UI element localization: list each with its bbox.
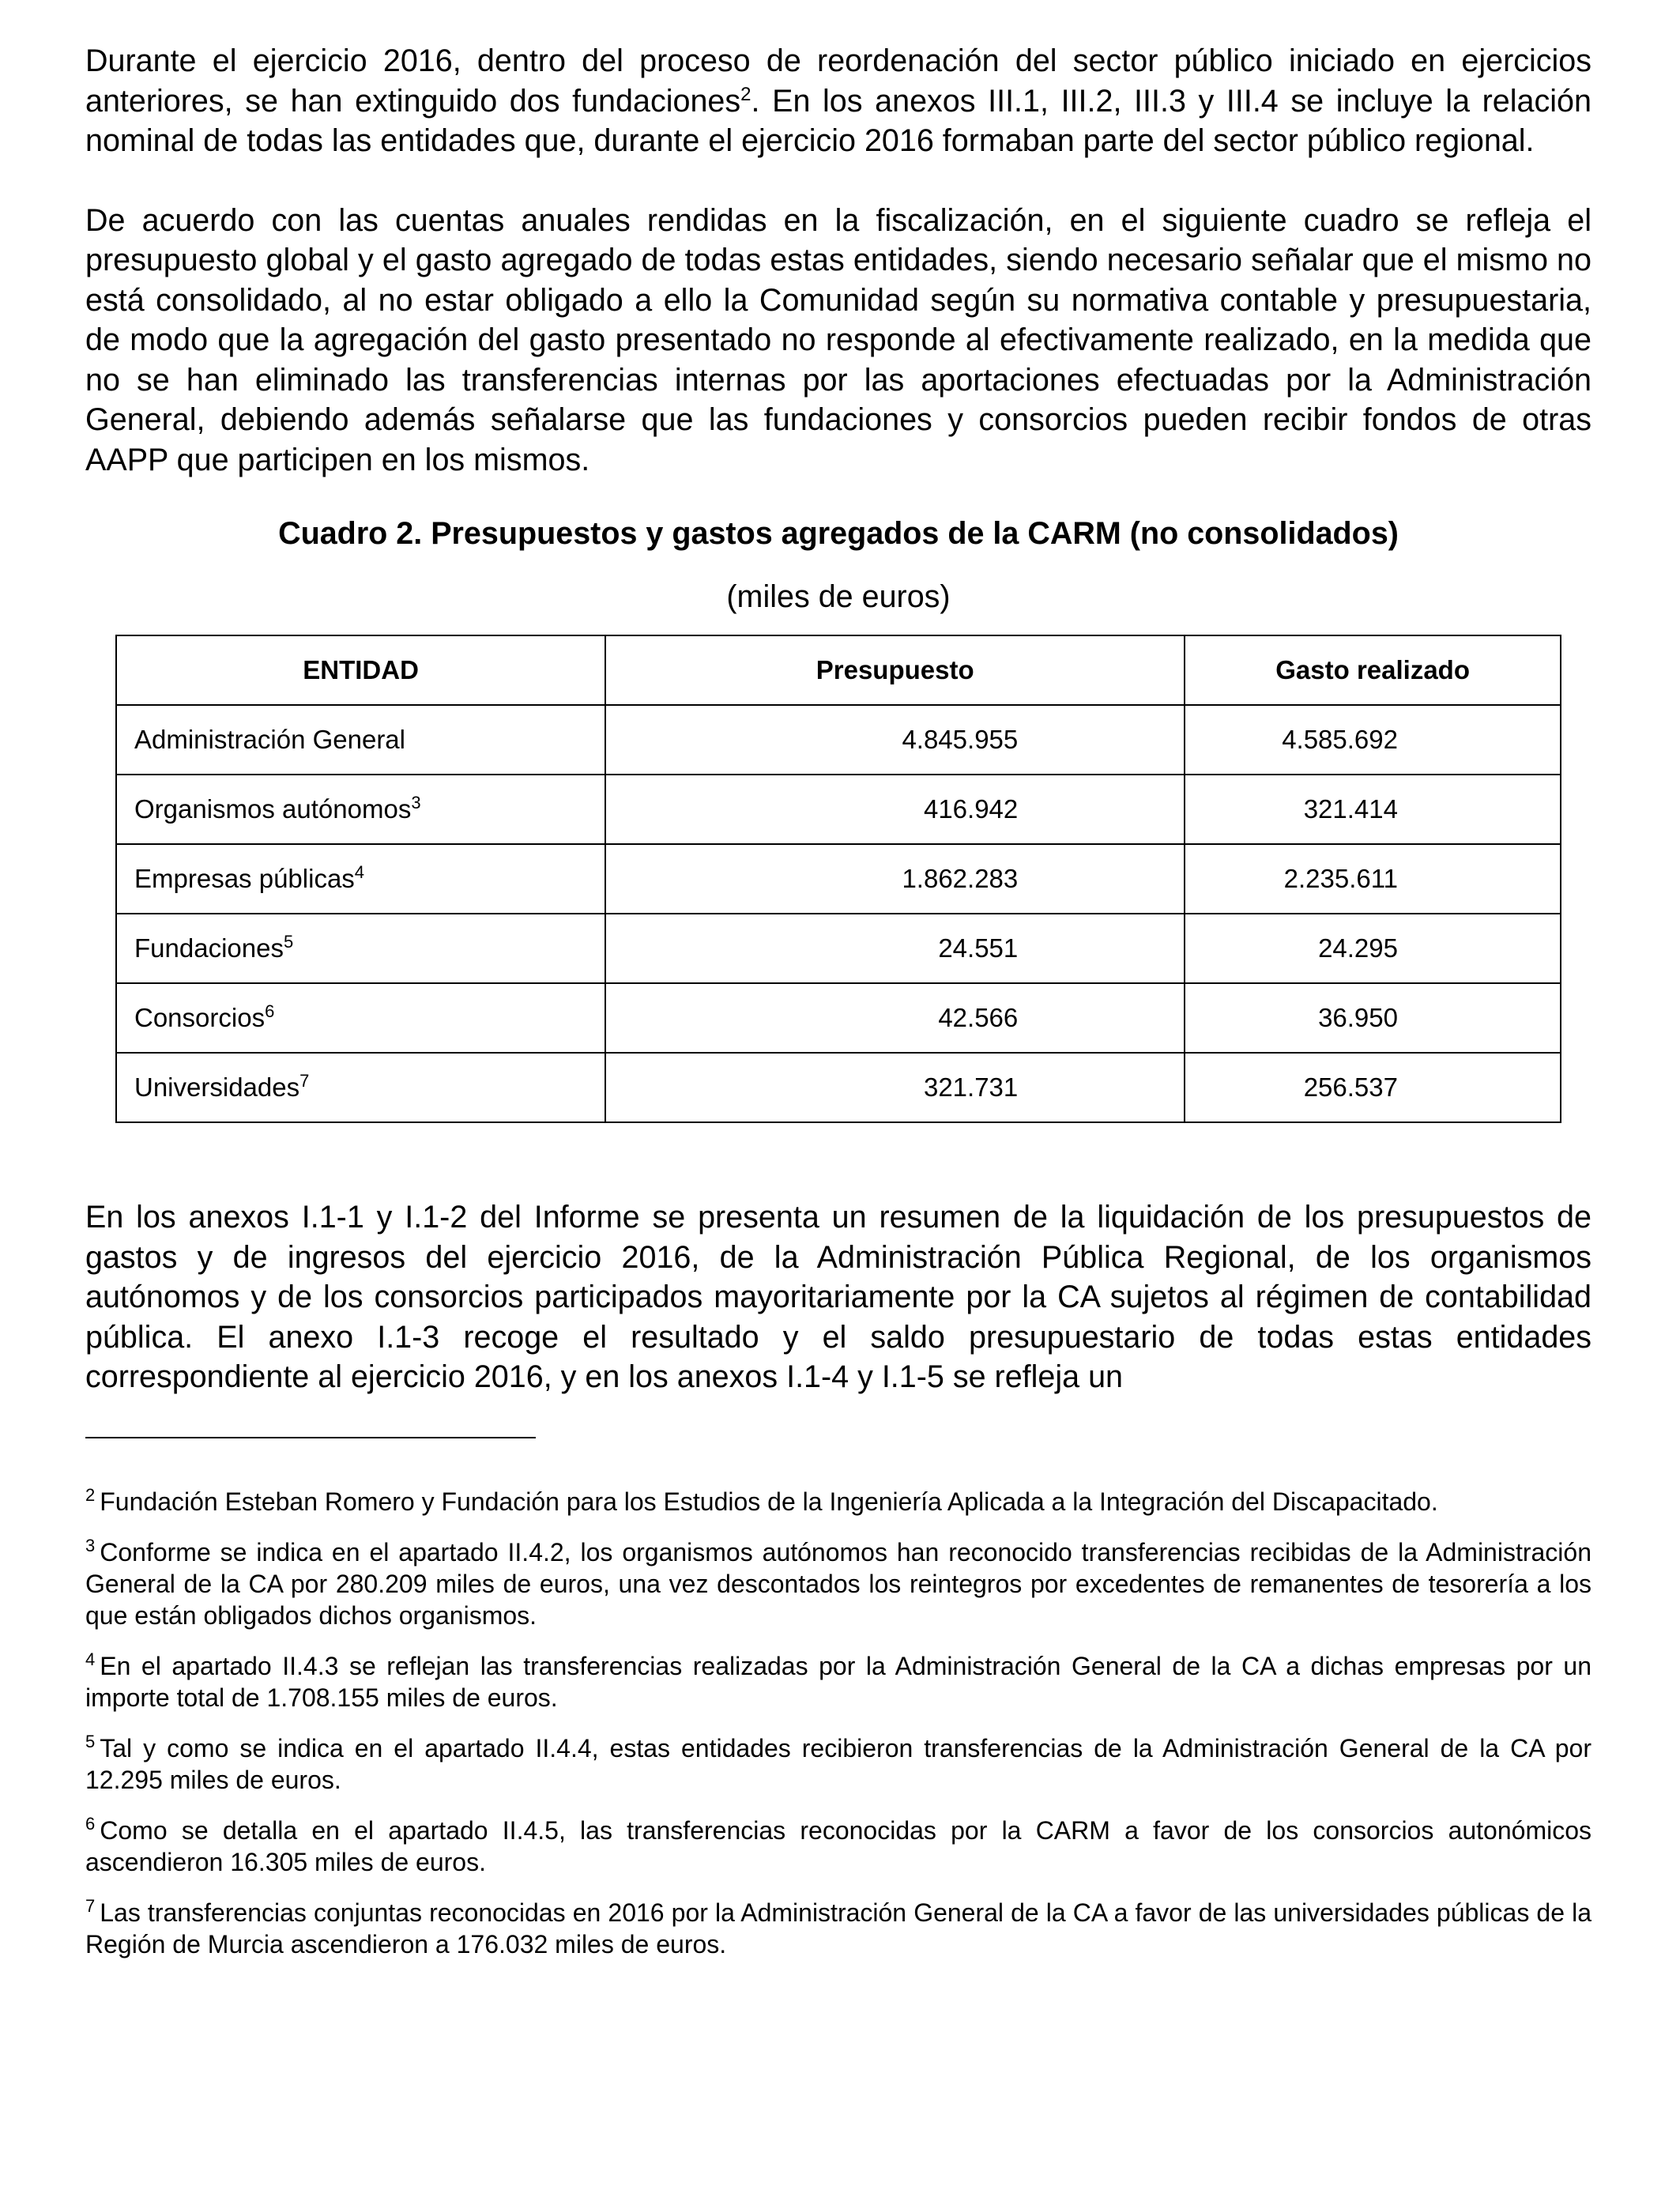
footnote-ref-2[interactable]: 2 <box>740 83 751 105</box>
entity-cell <box>116 914 605 983</box>
footnote-text: En el apartado II.4.3 se reflejan las transferencias realizadas por la Administración General de la CA a dichas empresas por un importe total de 1.708.155 miles de euros. <box>85 1651 1591 1712</box>
footnote-separator <box>85 1437 536 1438</box>
budget-table <box>115 635 1561 1123</box>
entity-cell <box>116 775 605 844</box>
footnote-2 <box>85 1486 1591 1517</box>
footnote-number: 2 <box>85 1484 96 1505</box>
paragraph-anexos: En los anexos I.1-1 y I.1-2 del Informe se presenta un resumen de la liquidación de los presupuestos de gastos y de ingresos del ejercicio 2016, de la Administración Pública Regional, de los organismos autónomos y de los consorcios participados mayoritariamente por la CA sujetos al régimen de contabilidad pública. El anexo I.1-3 recoge el resultado y el saldo presupuestario de todas estas entidades correspondiente al ejercicio 2016, y en los anexos I.1-4 y I.1-5 se refleja un <box>85 1200 1591 1394</box>
header-gasto-realizado: Gasto realizado <box>1185 635 1561 705</box>
table-units: (miles de euros) <box>726 579 951 614</box>
presupuesto-cell: 321.731 <box>605 1053 1185 1122</box>
table-row <box>116 983 1561 1053</box>
footnote-ref-6[interactable]: 6 <box>265 1001 275 1021</box>
entity-name: Universidades <box>134 1072 300 1102</box>
table-title: Cuadro 2. Presupuestos y gastos agregados de la CARM (no consolidados) <box>278 516 1399 551</box>
paragraph-intro <box>85 41 1591 161</box>
presupuesto-cell: 1.862.283 <box>605 844 1185 914</box>
gasto-cell: 321.414 <box>1185 775 1561 844</box>
footnote-7 <box>85 1897 1591 1960</box>
table-row <box>116 1053 1561 1122</box>
entity-name: Empresas públicas <box>134 864 355 893</box>
footnote-ref-3[interactable]: 3 <box>411 793 421 812</box>
presupuesto-cell: 42.566 <box>605 983 1185 1053</box>
document-page <box>85 41 1591 1979</box>
footnote-text: Conforme se indica en el apartado II.4.2, los organismos autónomos han reconocido transferencias recibidas de la Administración General de la CA por 280.209 miles de euros, una vez descontados los reintegros por excedentes de remanentes de tesorería a los que están obligados dichos organismos. <box>85 1537 1591 1630</box>
entity-name: Consorcios <box>134 1003 266 1032</box>
entity-cell <box>116 705 605 775</box>
table-row <box>116 844 1561 914</box>
table-row <box>116 775 1561 844</box>
footnote-number: 6 <box>85 1813 96 1834</box>
entity-cell <box>116 983 605 1053</box>
gasto-cell: 24.295 <box>1185 914 1561 983</box>
header-entidad: ENTIDAD <box>116 635 605 705</box>
presupuesto-cell: 416.942 <box>605 775 1185 844</box>
gasto-cell: 256.537 <box>1185 1053 1561 1122</box>
footnote-text: Como se detalla en el apartado II.4.5, las transferencias reconocidas por la CARM a favor de los consorcios autonómicos ascendieron 16.305 miles de euros. <box>85 1815 1591 1876</box>
footnote-5 <box>85 1732 1591 1796</box>
table-header-row <box>116 635 1561 705</box>
entity-name: Fundaciones <box>134 933 284 963</box>
footnote-3 <box>85 1536 1591 1631</box>
paragraph-intro-text-b: . En los anexos III.1, III.2, III.3 y III.4 se incluye la relación nominal de todas las entidades que, durante el ejercicio 2016 formaban parte del sector público regional. <box>85 83 1591 158</box>
entity-cell <box>116 844 605 914</box>
paragraph-context: De acuerdo con las cuentas anuales rendidas en la fiscalización, en el siguiente cuadro se refleja el presupuesto global y el gasto agregado de todas estas entidades, siendo necesario señalar que el mismo no está consolidado, al no estar obligado a ello la Comunidad según su normativa contable y presupuestaria, de modo que la agregación del gasto presentado no responde al efectivamente realizado, en la medida que no se han eliminado las transferencias internas por las aportaciones efectuadas por la Administración General, debiendo además señalarse que las fundaciones y consorcios pueden recibir fondos de otras AAPP que participen en los mismos. <box>85 202 1591 477</box>
footnote-number: 5 <box>85 1731 96 1751</box>
spacer <box>85 1123 1591 1197</box>
footnote-number: 7 <box>85 1895 96 1916</box>
footnote-ref-7[interactable]: 7 <box>299 1071 310 1091</box>
footnote-text: Fundación Esteban Romero y Fundación para los Estudios de la Ingeniería Aplicada a la Integración del Discapacitado. <box>100 1487 1438 1516</box>
footnote-number: 4 <box>85 1649 96 1669</box>
header-presupuesto: Presupuesto <box>605 635 1185 705</box>
table-row <box>116 705 1561 775</box>
footnote-number: 3 <box>85 1535 96 1555</box>
gasto-cell: 4.585.692 <box>1185 705 1561 775</box>
table-row <box>116 914 1561 983</box>
footnote-6 <box>85 1815 1591 1878</box>
footnote-ref-5[interactable]: 5 <box>283 932 294 952</box>
entity-name: Organismos autónomos <box>134 794 412 824</box>
entity-cell <box>116 1053 605 1122</box>
presupuesto-cell: 24.551 <box>605 914 1185 983</box>
gasto-cell: 36.950 <box>1185 983 1561 1053</box>
presupuesto-cell: 4.845.955 <box>605 705 1185 775</box>
footnote-ref-4[interactable]: 4 <box>354 862 365 882</box>
paragraph-intro-text-a: Durante el ejercicio 2016, dentro del proceso de reordenación del sector público iniciado en ejercicios anteriores, se han extinguido dos fundaciones <box>85 43 1591 119</box>
footnote-text: Tal y como se indica en el apartado II.4.4, estas entidades recibieron transferencias de la Administración General de la CA por 12.295 miles de euros. <box>85 1733 1591 1794</box>
footnote-4 <box>85 1650 1591 1713</box>
footnote-text: Las transferencias conjuntas reconocidas en 2016 por la Administración General de la CA a favor de las universidades públicas de la Región de Murcia ascendieron a 176.032 miles de euros. <box>85 1898 1591 1958</box>
entity-name: Administración General <box>134 725 405 754</box>
gasto-cell: 2.235.611 <box>1185 844 1561 914</box>
footnotes <box>85 1486 1591 1960</box>
